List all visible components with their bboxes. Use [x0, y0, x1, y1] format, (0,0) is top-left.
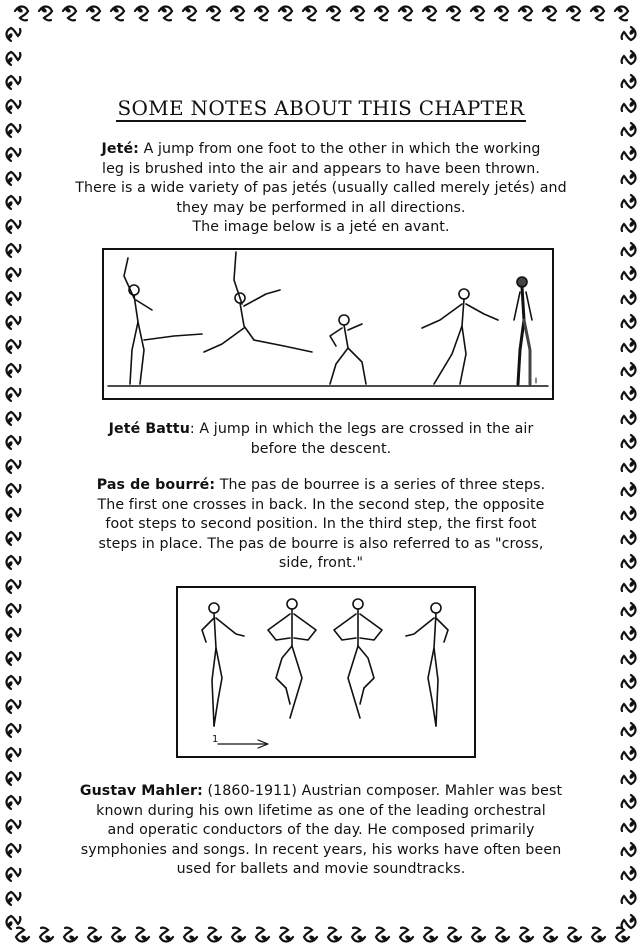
- jete-line-3: There is a wide variety of pas jetés (usually called merely jetés) and: [75, 180, 567, 196]
- border-swirl: [622, 795, 636, 808]
- border-swirl: [160, 928, 173, 942]
- border-swirl: [616, 928, 629, 942]
- border-swirl: [7, 220, 21, 233]
- border-swirl: [7, 724, 21, 737]
- border-swirl: [591, 7, 604, 21]
- border-swirl: [40, 928, 53, 942]
- border-swirl: [622, 219, 636, 232]
- border-swirl: [7, 748, 21, 761]
- border-swirl: [208, 928, 221, 942]
- border-swirl: [7, 796, 21, 809]
- border-swirl: [7, 28, 21, 41]
- mahler-line-2: known during his own lifetime as one of the leading orchestral: [96, 802, 546, 819]
- pas-de-bourre-line-4: steps in place. The pas de bourre is also referred to as "cross,: [98, 535, 544, 552]
- border-swirl: [399, 7, 412, 21]
- border-swirl: [375, 7, 388, 21]
- pas-de-bourre-line-1: The pas de bourree is a series of three steps.: [215, 477, 546, 493]
- border-swirl: [472, 928, 485, 942]
- border-swirl: [567, 7, 580, 21]
- pas-de-bourre-line-2: The first one crosses in back. In the second step, the opposite: [97, 496, 545, 513]
- border-swirl: [7, 412, 21, 425]
- border-swirl: [622, 603, 636, 616]
- border-swirl: [7, 124, 21, 137]
- border-swirl: [7, 892, 21, 905]
- border-swirl: [622, 243, 636, 256]
- page-title: [34, 96, 608, 120]
- border-swirl: [7, 292, 21, 305]
- border-swirl: [135, 7, 148, 21]
- jete-line-5: The image below is a jeté en avant.: [192, 219, 450, 235]
- border-swirl: [622, 339, 636, 352]
- border-swirl: [622, 531, 636, 544]
- pas-de-bourre-illustration: [176, 586, 476, 758]
- jete-battu-definition: [40, 420, 602, 459]
- border-swirl: [7, 676, 21, 689]
- border-swirl: [7, 244, 21, 257]
- border-swirl: [159, 7, 172, 21]
- border-swirl: [7, 772, 21, 785]
- border-swirl: [7, 268, 21, 281]
- border-swirl: [7, 100, 21, 113]
- border-swirl: [327, 7, 340, 21]
- border-swirl: [622, 75, 636, 88]
- bourree-step-number: 1: [212, 734, 219, 745]
- border-swirl: [207, 7, 220, 21]
- border-swirl: [7, 844, 21, 857]
- border-swirl: [622, 627, 636, 640]
- border-swirl: [615, 7, 628, 21]
- border-swirl: [622, 363, 636, 376]
- border-swirl: [304, 928, 317, 942]
- border-swirl: [7, 820, 21, 833]
- pas-de-bourre-line-5: side, front.": [278, 555, 364, 571]
- border-swirl: [136, 928, 149, 942]
- border-swirl: [7, 436, 21, 449]
- border-swirl: [495, 7, 508, 21]
- border-swirl: [7, 340, 21, 353]
- mahler-line-4: symphonies and songs. In recent years, his works have often been: [80, 841, 562, 858]
- border-swirl: [376, 928, 389, 942]
- border-swirl: [423, 7, 436, 21]
- border-swirl: [471, 7, 484, 21]
- border-swirl: [7, 484, 21, 497]
- border-swirl: [7, 460, 21, 473]
- border-swirl: [87, 7, 100, 21]
- border-swirl: [7, 604, 21, 617]
- border-swirl: [622, 291, 636, 304]
- border-swirl: [111, 7, 124, 21]
- border-swirl: [328, 928, 341, 942]
- mahler-definition: [40, 782, 602, 880]
- border-swirl: [622, 459, 636, 472]
- border-swirl: [622, 915, 636, 928]
- border-swirl: [622, 819, 636, 832]
- pas-de-bourre-dancer-figures: [178, 588, 474, 756]
- mahler-line-1: (1860-1911) Austrian composer. Mahler was best: [202, 783, 563, 799]
- jete-line-4: they may be performed in all directions.: [176, 199, 466, 216]
- border-swirl: [7, 52, 21, 65]
- border-swirl: [112, 928, 125, 942]
- jete-line-2: leg is brushed into the air and appears to have been thrown.: [102, 160, 540, 177]
- page-title-text: SOME NOTES ABOUT THIS CHAPTER: [117, 96, 525, 120]
- pas-de-bourre-term: Pas de bourré:: [96, 477, 216, 493]
- border-swirl: [7, 580, 21, 593]
- jete-en-avant-illustration: [102, 248, 554, 400]
- border-swirl: [622, 123, 636, 136]
- border-swirl: [622, 507, 636, 520]
- border-swirl: [7, 556, 21, 569]
- mahler-line-3: and operatic conductors of the day. He composed primarily: [107, 822, 535, 838]
- border-swirl: [7, 172, 21, 185]
- border-swirl: [232, 928, 245, 942]
- border-swirl: [63, 7, 76, 21]
- border-swirl: [7, 196, 21, 209]
- border-swirl: [7, 364, 21, 377]
- pas-de-bourre-line-3: foot steps to second position. In the third step, the first foot: [105, 516, 537, 532]
- pas-de-bourre-definition: [40, 476, 602, 574]
- border-swirl: [7, 868, 21, 881]
- border-swirl: [622, 99, 636, 112]
- border-swirl: [280, 928, 293, 942]
- border-swirl: [622, 435, 636, 448]
- border-swirl: [519, 7, 532, 21]
- border-swirl: [64, 928, 77, 942]
- border-swirl: [622, 171, 636, 184]
- border-swirl: [88, 928, 101, 942]
- border-swirl: [622, 579, 636, 592]
- border-swirl: [622, 843, 636, 856]
- border-swirl: [352, 928, 365, 942]
- border-swirl: [7, 388, 21, 401]
- border-swirl: [622, 483, 636, 496]
- border-swirl: [15, 7, 28, 21]
- border-swirl: [7, 532, 21, 545]
- border-swirl: [184, 928, 197, 942]
- border-swirl: [622, 411, 636, 424]
- border-swirl: [424, 928, 437, 942]
- border-swirl: [16, 928, 29, 942]
- border-swirl: [496, 928, 509, 942]
- border-swirl: [520, 928, 533, 942]
- border-swirl: [622, 675, 636, 688]
- border-swirl: [622, 27, 636, 40]
- border-swirl: [622, 867, 636, 880]
- jete-battu-term: Jeté Battu: [108, 421, 190, 437]
- mahler-line-5: used for ballets and movie soundtracks.: [176, 861, 466, 877]
- border-swirl: [622, 699, 636, 712]
- border-swirl: [622, 195, 636, 208]
- border-swirl: [255, 7, 268, 21]
- jete-battu-line-1: : A jump in which the legs are crossed in the air: [189, 421, 534, 437]
- border-swirl: [7, 700, 21, 713]
- border-swirl: [400, 928, 413, 942]
- border-swirl: [622, 891, 636, 904]
- border-swirl: [622, 771, 636, 784]
- border-swirl: [7, 508, 21, 521]
- border-swirl: [7, 148, 21, 161]
- page-content: [34, 34, 608, 914]
- mahler-term: Gustav Mahler:: [79, 783, 203, 799]
- border-swirl: [622, 651, 636, 664]
- border-swirl: [183, 7, 196, 21]
- jete-battu-line-2: before the descent.: [250, 440, 392, 457]
- border-swirl: [7, 628, 21, 641]
- jete-dancer-figures: [104, 250, 552, 398]
- border-swirl: [622, 267, 636, 280]
- border-swirl: [447, 7, 460, 21]
- border-swirl: [256, 928, 269, 942]
- border-swirl: [622, 723, 636, 736]
- border-swirl: [622, 555, 636, 568]
- border-swirl: [7, 76, 21, 89]
- border-swirl: [543, 7, 556, 21]
- border-swirl: [622, 51, 636, 64]
- border-swirl: [622, 147, 636, 160]
- border-swirl: [39, 7, 52, 21]
- border-swirl: [448, 928, 461, 942]
- border-swirl: [303, 7, 316, 21]
- border-swirl: [351, 7, 364, 21]
- jete-line-1: A jump from one foot to the other in which the working: [138, 141, 541, 157]
- jete-term: Jeté:: [101, 141, 139, 157]
- border-swirl: [622, 387, 636, 400]
- border-swirl: [279, 7, 292, 21]
- border-swirl: [592, 928, 605, 942]
- border-swirl: [622, 747, 636, 760]
- border-swirl: [7, 316, 21, 329]
- border-swirl: [7, 652, 21, 665]
- border-swirl: [622, 315, 636, 328]
- jete-definition: [40, 140, 602, 238]
- border-swirl: [544, 928, 557, 942]
- border-swirl: [231, 7, 244, 21]
- border-swirl: [568, 928, 581, 942]
